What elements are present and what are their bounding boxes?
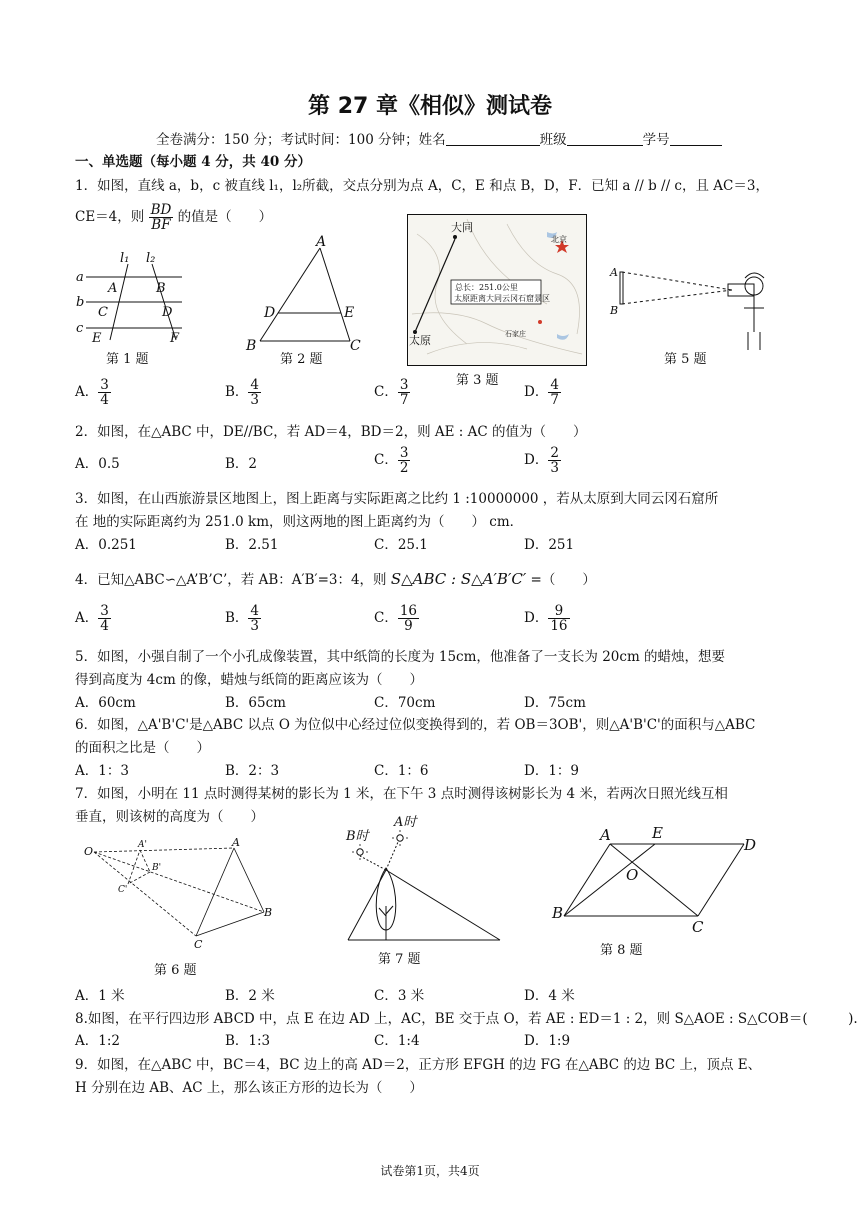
q1-option-a-label: A． [75,384,99,401]
fig1-label-l1: l₁ [120,251,130,266]
q2-option-a[interactable]: A．0.5 [75,456,120,472]
fig6-label-B1: B' [152,863,162,873]
q6-option-a[interactable]: A．1：3 [75,763,129,779]
question-1-line2 [75,203,272,232]
figure-2 [240,234,370,354]
q2-option-d-den: 3 [550,460,559,477]
q2-option-c[interactable] [374,446,410,475]
q1-option-c[interactable] [374,378,410,407]
q3-option-a[interactable]: A．0.251 [75,537,137,553]
figure-3-map [407,214,587,366]
q4-option-a[interactable] [75,604,111,633]
q4-text-b: S△ABC : S△A′B′C′ [390,570,527,588]
fig1-label-E: E [92,331,102,346]
fig1-label-c: c [76,321,84,336]
shijiazhuang-dot-icon [538,320,542,324]
q4-option-b-num: 4 [250,603,260,619]
fig6-label-A1: A' [138,840,147,850]
q1-option-b-label: B． [225,384,249,401]
question-2: 2．如图，在△ABC 中，DE//BC，若 AD＝4，BD＝2，则 AE : AC 的值为（ ） [75,424,587,440]
question-6-line1: 6．如图，△A'B'C'是△ABC 以点 O 为位似中心经过位似变换得到的，若 OB＝3OB'，则△A'B'C'的面积与△ABC [75,717,756,733]
q3-option-d[interactable]: D．251 [524,537,575,553]
q3-option-c[interactable]: C．25.1 [374,537,428,553]
figure-5 [604,262,784,357]
q4-text-a: 4．已知△ABC∽△A’B’C’，若 AB：A′B′=3：4，则 [75,572,387,588]
q1-option-b-den: 3 [250,392,260,409]
exam-info-text: 全卷满分：150 分；考试时间：100 分钟；姓名 [156,132,446,148]
q1-text-b: 的值是（ ） [177,209,273,226]
fig2-label-E: E [344,305,355,321]
q1-frac-den: BF [151,217,171,234]
q1-option-a-num: 3 [100,377,109,393]
q8-option-b[interactable]: B．1:3 [225,1033,271,1049]
q1-option-d-den: 7 [550,392,559,409]
q6-option-b[interactable]: B．2：3 [225,763,280,779]
q1-option-c-label: C． [374,384,398,401]
q2-option-d-num: 2 [550,445,559,461]
question-6-line2: 的面积之比是（ ） [75,740,210,756]
q4-option-d-num: 9 [548,604,569,619]
fig5-label-A: A [610,266,618,279]
q4-option-a-num: 3 [100,603,109,619]
q8-option-c[interactable]: C．1:4 [374,1033,420,1049]
q7-option-a[interactable]: A．1 米 [75,988,125,1004]
q4-option-c[interactable] [374,604,419,633]
q4-option-b-label: B． [225,610,249,627]
fig8-label-E: E [652,824,663,842]
fig7-label-b-time: B时 [346,829,369,844]
fig6-label-O: O [84,845,94,858]
page-footer: 试卷第1页，共4页 [380,1164,480,1178]
q1-option-c-num: 3 [399,377,409,393]
q2-option-d[interactable] [524,446,561,475]
q6-option-c[interactable]: C．1：6 [374,763,429,779]
q1-option-b[interactable] [225,378,261,407]
question-3-line2: 在 地的实际距离约为 251.0 km，则这两地的图上距离约为（ ） cm． [75,514,524,530]
q1-option-d-num: 4 [550,377,559,393]
q2-option-b[interactable]: B．2 [225,456,258,472]
fig1-label-B: B [156,281,166,296]
caption-fig2: 第 2 题 [280,352,323,367]
map-label-taiyuan: 太原 [409,334,431,347]
class-blank[interactable] [567,132,643,146]
exam-info-line [156,132,722,148]
fig8-label-O: O [626,866,639,884]
fig5-label-B: B [610,304,619,317]
fig1-label-b: b [76,295,85,310]
fig7-label-a-time: A时 [394,815,417,830]
student-id-blank[interactable] [670,132,722,146]
caption-fig7: 第 7 题 [378,952,421,967]
fig2-label-B: B [246,338,257,354]
q4-option-a-label: A． [75,610,99,627]
caption-fig3: 第 3 题 [456,373,499,388]
q8-option-a[interactable]: A．1:2 [75,1033,120,1049]
caption-fig6: 第 6 题 [154,963,197,978]
q1-fraction [149,203,174,232]
q1-text-a: CE＝4，则 [75,209,145,226]
q1-option-a[interactable] [75,378,111,407]
page-title: 第 27 章《相似》测试卷 [308,94,552,119]
q2-option-c-label: C． [374,452,398,469]
name-blank[interactable] [446,132,540,146]
student-id-label: 学号 [642,132,670,148]
q4-option-b-den: 3 [250,618,260,635]
figure-6 [84,836,284,956]
figure-7 [340,815,510,946]
q4-text-c: =（ ） [530,572,596,588]
q1-option-d[interactable] [524,378,561,407]
fig2-label-C: C [350,338,361,354]
q7-option-c[interactable]: C．3 米 [374,988,425,1004]
caption-fig8: 第 8 题 [600,943,643,958]
fig8-label-D: D [744,836,757,854]
question-8: 8.如图，在平行四边形 ABCD 中，点 E 在边 AD 上，AC，BE 交于点 O，若 AE : ED＝1 : 2，则 S△AOE : S△COB＝( ). [75,1011,858,1027]
fig2-label-A: A [316,234,327,250]
fig1-label-C: C [98,305,108,320]
q5-option-d[interactable]: D．75cm [524,695,586,711]
question-7-line1: 7．如图，小明在 11 点时测得某树的影长为 1 米，在下午 3 点时测得该树影长为 4 米，若两次日照光线互相 [75,786,728,802]
q4-option-c-num: 16 [399,603,418,619]
question-7-line2: 垂直，则该树的高度为（ ） [75,809,264,825]
question-3-line1: 3．如图，在山西旅游景区地图上，图上距离与实际距离之比约 1 :10000000 ，若从太原到大同云冈石窟所 [75,491,719,507]
q6-option-d[interactable]: D．1：9 [524,763,580,779]
caption-fig5: 第 5 题 [664,352,707,367]
q1-option-d-label: D． [524,384,549,401]
fig1-label-A: A [108,281,118,296]
fig1-label-a: a [76,270,84,285]
q2-option-c-den: 2 [399,460,409,477]
q7-option-d[interactable]: D．4 米 [524,988,575,1004]
q3-option-b[interactable]: B．2.51 [225,537,279,553]
fig1-label-D: D [162,305,173,320]
fig8-label-C: C [692,918,704,936]
question-5-line1: 5．如图，小强自制了一个小孔成像装置，其中纸筒的长度为 15cm，他准备了一支长为 20cm 的蜡烛，想要 [75,649,726,665]
question-9-line1: 9．如图，在△ABC 中，BC＝4，BC 边上的高 AD＝2，正方形 EFGH 的边 FG 在△ABC 的边 BC 上，顶点 E、 [75,1057,762,1073]
fig8-label-A: A [600,826,611,844]
q4-option-c-label: C． [374,610,398,627]
fig6-label-B: B [264,906,273,919]
q7-option-b[interactable]: B．2 米 [225,988,275,1004]
fig1-label-F: F [170,331,180,346]
question-9-line2: H 分别在边 AB、AC 上，那么该正方形的边长为（ ） [75,1080,423,1096]
q2-option-d-label: D． [524,452,549,469]
class-label: 班级 [539,132,567,148]
fig6-label-C: C [194,938,203,951]
fig1-label-l2: l₂ [146,251,156,266]
q4-option-c-den: 9 [404,618,413,635]
fig2-label-D: D [264,305,276,321]
q1-option-b-num: 4 [250,377,260,393]
q4-option-d[interactable] [524,604,570,633]
fig6-label-A: A [232,836,240,849]
map-label-route: 太原距离大同云冈石窟景区 [454,294,550,303]
map-label-beijing: 北京 [551,235,567,244]
caption-fig1: 第 1 题 [106,352,149,367]
fig6-label-C1: C' [118,885,128,895]
q4-option-d-label: D． [524,610,549,627]
question-4 [75,570,596,588]
q4-option-d-den: 16 [550,618,568,635]
q2-option-c-num: 3 [399,445,409,461]
question-1-line1: 1．如图，直线 a，b，c 被直线 l₁，l₂所截，交点分别为点 A，C，E 和点 B，D，F．已知 a // b // c，且 AC＝3， [75,178,769,194]
q4-option-a-den: 4 [100,618,109,635]
fig8-label-B: B [552,904,564,922]
figure-8 [548,822,768,938]
map-label-shijiazhuang: 石家庄 [505,330,526,338]
q4-option-b[interactable] [225,604,261,633]
map-label-datong: 大同 [451,221,473,234]
question-5-line2: 得到高度为 4cm 的像，蜡烛与纸筒的距离应该为（ ） [75,672,424,688]
figure-1 [72,250,192,345]
q8-option-d[interactable]: D．1:9 [524,1033,571,1049]
map-label-distance: 总长：251.0公里 [455,283,518,292]
q5-option-b[interactable]: B．65cm [225,695,286,711]
q1-frac-num: BD [150,202,172,218]
q5-option-c[interactable]: C．70cm [374,695,436,711]
q1-option-a-den: 4 [100,392,109,409]
section-heading: 一、单选题（每小题 4 分，共 40 分） [75,154,311,170]
q5-option-a[interactable]: A．60cm [75,695,136,711]
q1-option-c-den: 7 [399,392,409,409]
